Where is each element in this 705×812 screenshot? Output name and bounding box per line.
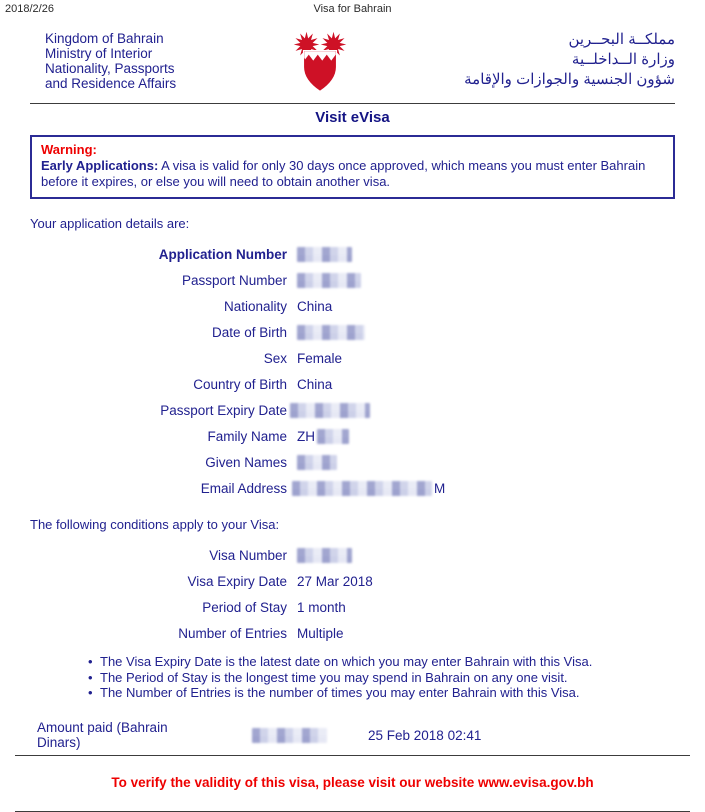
label-period-of-stay: Period of Stay <box>202 599 287 615</box>
note-number-of-entries: • The Number of Entries is the number of times you may enter Bahrain with this Visa. <box>88 685 580 700</box>
redacted-date-of-birth <box>297 325 365 340</box>
redacted-email-address <box>292 481 432 496</box>
payment-label: Amount paid (Bahrain Dinars) <box>37 720 168 750</box>
redacted-passport-expiry <box>290 403 370 418</box>
visa-conditions <box>30 547 675 641</box>
label-email-address: Email Address <box>200 480 287 496</box>
ministry-line-2: Ministry of Interior <box>45 46 153 61</box>
ministry-name-arabic <box>464 29 675 90</box>
row-family-name <box>30 428 675 444</box>
bullet-icon: • <box>88 685 93 700</box>
label-given-names: Given Names <box>205 454 287 470</box>
redacted-family-name <box>317 429 349 444</box>
label-sex: Sex <box>263 350 287 366</box>
payment-timestamp: 25 Feb 2018 02:41 <box>368 727 482 743</box>
note-visa-expiry: • The Visa Expiry Date is the latest date on which you may enter Bahrain with this Visa. <box>88 654 593 669</box>
bullet-icon: • <box>88 669 93 685</box>
value-sex: Female <box>297 350 343 366</box>
page-title: Visit eVisa <box>315 109 390 126</box>
label-passport-number: Passport Number <box>181 272 287 288</box>
label-date-of-birth: Date of Birth <box>211 324 287 340</box>
row-passport-expiry-date <box>30 402 675 418</box>
redacted-given-names <box>297 455 337 470</box>
row-email-address <box>30 480 675 496</box>
label-visa-expiry-date: Visa Expiry Date <box>187 573 287 589</box>
ministry-header <box>30 23 675 104</box>
value-nationality: China <box>297 298 333 314</box>
label-number-of-entries: Number of Entries <box>178 625 287 641</box>
ministry-name-english <box>30 29 176 91</box>
value-country-of-birth: China <box>297 376 333 392</box>
ministry-arabic-line-3: شؤون الجنسية والجوازات والإقامة <box>464 71 675 88</box>
print-date: 2018/2/26 <box>5 3 54 15</box>
payment-row <box>15 720 690 756</box>
row-application-number <box>30 246 675 262</box>
verify-notice: To verify the validity of this visa, please visit our website www.evisa.gov.bh <box>15 756 690 812</box>
row-passport-number <box>30 272 675 288</box>
ministry-arabic-line-2: وزارة الــداخلــية <box>571 51 675 68</box>
row-sex <box>30 350 675 366</box>
value-period-of-stay: 1 month <box>297 599 346 615</box>
warning-bold-prefix: Early Applications: <box>41 158 159 173</box>
value-visa-expiry-date: 27 Mar 2018 <box>297 573 373 589</box>
row-country-of-birth <box>30 376 675 392</box>
label-application-number: Application Number <box>158 246 287 262</box>
redacted-amount-paid <box>252 728 327 743</box>
warning-text <box>41 158 664 190</box>
redacted-passport-number <box>297 273 361 288</box>
label-family-name: Family Name <box>207 428 287 444</box>
application-details <box>30 246 675 496</box>
print-header <box>0 0 705 17</box>
ministry-line-3: Nationality, Passports <box>45 61 175 76</box>
redacted-application-number <box>297 247 352 262</box>
value-family-name-visible: ZH <box>297 428 315 444</box>
label-visa-number: Visa Number <box>209 547 287 563</box>
bullet-icon: • <box>88 654 93 669</box>
row-period-of-stay <box>30 599 675 615</box>
label-country-of-birth: Country of Birth <box>193 376 287 392</box>
bahrain-coat-of-arms-icon <box>272 25 368 97</box>
ministry-line-4: and Residence Affairs <box>45 76 177 91</box>
warning-body: A visa is valid for only 30 days once approved, which means you must enter Bahrain before it expires, or else you will need to obtain another visa. <box>41 158 646 189</box>
label-nationality: Nationality <box>223 298 287 314</box>
ministry-arabic-line-1: مملكــة البحــرين <box>568 31 675 48</box>
row-number-of-entries <box>30 625 675 641</box>
value-email-suffix: M <box>434 480 446 496</box>
visa-notes <box>88 654 675 701</box>
row-visa-expiry-date <box>30 573 675 589</box>
row-date-of-birth <box>30 324 675 340</box>
ministry-line-1: Kingdom of Bahrain <box>45 31 164 46</box>
warning-box <box>30 135 675 199</box>
print-document-title: Visa for Bahrain <box>313 3 392 15</box>
redacted-visa-number <box>297 548 352 563</box>
row-given-names <box>30 454 675 470</box>
application-intro: Your application details are: <box>30 216 190 231</box>
value-number-of-entries: Multiple <box>297 625 344 641</box>
label-passport-expiry-date: Passport Expiry Date <box>160 402 287 418</box>
row-visa-number <box>30 547 675 563</box>
warning-label: Warning: <box>41 142 97 157</box>
note-period-of-stay: • The Period of Stay is the longest time you may spend in Bahrain on any one visit. <box>88 669 568 685</box>
conditions-intro: The following conditions apply to your Visa: <box>30 517 280 532</box>
page-content <box>0 23 705 812</box>
row-nationality <box>30 298 675 314</box>
